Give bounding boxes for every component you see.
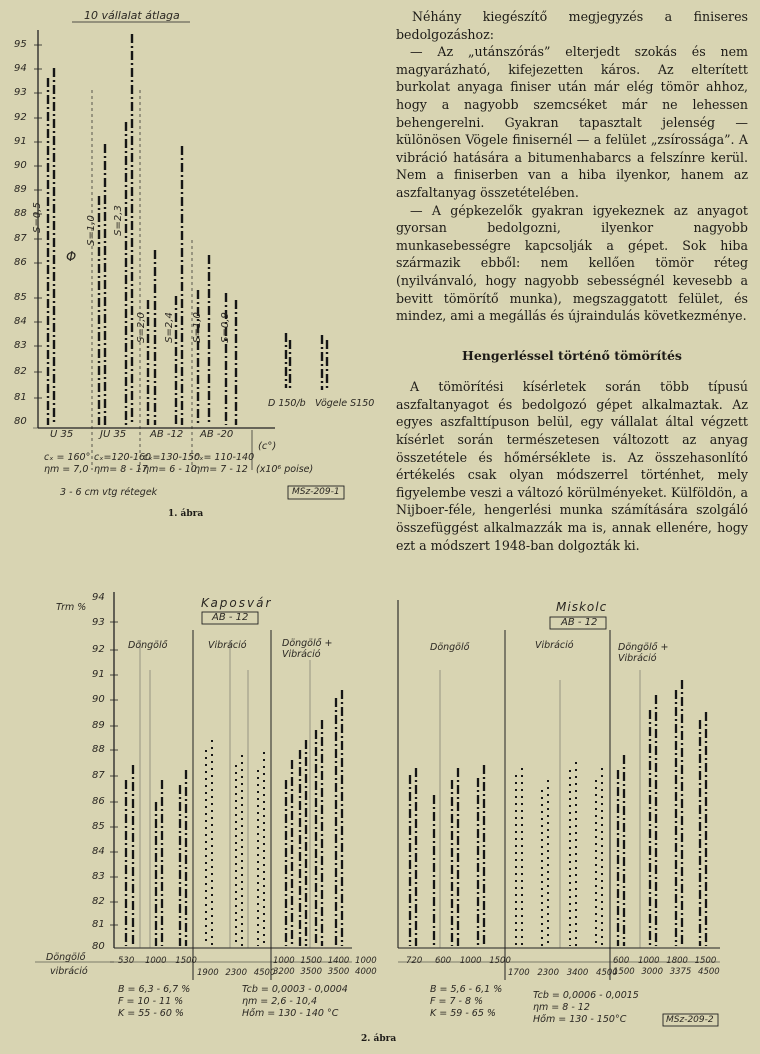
fig1-y-tick: 83 [14,340,27,351]
fig2-right-dongolo-values [406,956,511,966]
fig1-y-tick: 86 [14,257,27,268]
value-cell: 1500 [613,967,635,977]
fig1-group-label: (c°) [258,441,277,452]
fig1-y-tick: 94 [14,63,27,74]
fig1-y-tick: 91 [14,136,27,147]
value-cell: 1000 [637,956,660,966]
fig1-group-label: U 35 [50,429,74,440]
fig2-y-tick: 88 [92,744,105,755]
fig1-group-label: AB -12 [150,429,184,440]
fig1-machine-label: D 150/b [268,398,306,409]
fig1-cond [143,452,200,476]
fig1-cond [194,452,254,476]
fig1-y-tick: 95 [14,39,27,50]
fig1-y-tick: 84 [14,316,27,327]
fig1-machine-label: Vögele S150 [315,398,375,409]
fig1-layers: 3 - 6 cm vtg rétegek [60,487,158,498]
fig2-y-tick: 93 [92,617,105,628]
fig1-s-label: S=1,0 [85,215,97,246]
value-cell: 1500 [489,956,511,966]
note-line: K = 59 - 65 % [430,1008,496,1019]
fig1-cond-unit: (x10⁶ poise) [256,464,314,475]
value-cell: 3375 [669,967,692,977]
fig2-y-tick: 80 [92,941,105,952]
value-cell: 1700 [508,968,530,978]
note-line: K = 55 - 60 % [118,1008,184,1019]
value-cell: 1000 [355,956,377,966]
value-cell: 600 [434,956,452,966]
note-line: Hőm = 130 - 150°C [533,1014,627,1025]
fig2-y-label: Trm % [56,602,87,613]
fig1-s-label: S=0,5 [31,202,43,233]
fig1-cond-temp: cₓ=120-160 [94,452,152,463]
fig2-left-section: Döngölő + Vibráció [282,638,333,660]
figure-1-plot [0,0,390,525]
fig2-y-tick: 81 [92,919,105,930]
value-cell: 2300 [537,968,559,978]
fig1-y-tick: 88 [14,208,27,219]
fig2-left-subtitle: AB - 12 [212,612,249,623]
fig1-y-tick: 90 [14,160,27,171]
fig1-s-label: S=1,0 [191,312,203,343]
paragraph-2: — A gépkezelők gyakran igyekeznek az anyagot gyorsan bedolgozni, ilyenkor nagyobb munkasebességre kapcsolják a gépet. Sok hiba származik ebből: nem kellően tömör réteg (nyilvánvaló, hogy nagyobb sebességnél kevesebb a bevitt tömörítő munka), megszaggatott felület, és mindez, ami a megállás és újraindulás következménye. [396,202,748,324]
fig2-y-tick: 86 [92,796,105,807]
value-cell: 1000 [144,956,167,966]
fig1-y-tick: 81 [14,392,27,403]
note-line: B = 5,6 - 6,1 % [430,984,503,995]
note-line: ηm = 8 - 12 [533,1002,590,1013]
fig2-y-tick: 82 [92,896,105,907]
fig1-caption: 1. ábra [168,509,204,519]
fig2-right-section: Vibráció [535,640,574,651]
fig1-y-tick: 85 [14,292,27,303]
figure-1 [0,0,390,525]
fig1-y-tick: 89 [14,184,27,195]
fig2-left-dongolo-values [118,956,197,966]
fig1-y-tick: 80 [14,416,27,427]
fig1-s-label: S=2,0 [135,312,147,343]
fig2-right-section: Döngölő [430,642,470,653]
value-cell: 3000 [641,967,663,977]
value-cell: 600 [613,956,630,966]
fig2-left-section: Döngölő [128,640,168,651]
article-text [396,8,748,554]
value-cell: 530 [118,956,135,966]
value-cell: 1900 [197,968,219,978]
fig2-left-title: Kaposvár [201,596,273,610]
fig1-group-label: JU 35 [100,429,127,440]
fig2-left-notes2 [242,984,348,1020]
note-line: Hőm = 130 - 140 °C [242,1008,339,1019]
fig1-s-label: S=0,9 [219,312,231,343]
fig1-y-tick: 92 [14,112,27,123]
value-cell: 1000 [459,956,482,966]
fig1-cond [44,452,90,476]
fig2-y-tick: 85 [92,821,105,832]
fig2-y-tick: 89 [92,720,105,731]
fig1-stamp: MSz-209-1 [292,487,340,497]
fig2-right-section: Döngölő + Vibráció [618,642,669,664]
fig2-left-notes [118,984,190,1020]
fig2-left-section: Vibráció [208,640,247,651]
fig2-right-vibracio-values [508,968,618,978]
fig2-y-tick: 87 [92,770,105,781]
value-cell: 1000 [273,956,295,966]
fig2-y-tick: 91 [92,669,105,680]
paragraph-1: — Az „utánszórás” elterjedt szokás és nem magyarázható, kifejezetten káros. Az elterített burkolat anyaga finiser után már elég tömör ahhoz, hogy a nagyobb szemcséket már ne lehessen behengerelni. Gyakran tapasztalt jelenség — különösen Vögele finisernél — a felület „zsírossága”. A vibráció hatására a bitumenhabarcs a felszínre kerül. Nem a finiserben van a hiba ilyenkor, hanem az aszfaltanyag összetételében. [396,44,748,200]
figure-2 [0,580,760,1054]
fig2-right-subtitle: AB - 12 [561,617,598,628]
value-cell: 4500 [596,968,618,978]
intro-paragraph: Néhány kiegészítő megjegyzés a finiseres bedolgozáshoz: [396,9,748,42]
value-cell: 4500 [698,967,720,977]
value-cell: 3500 [300,967,322,977]
fig1-cond-visc: ηm= 7 - 12 [194,464,248,475]
fig2-stamp: MSz-209-2 [666,1015,714,1025]
value-cell: 1500 [175,956,197,966]
fig2-row-label: Döngölő [46,952,86,963]
value-cell: 1500 [694,956,717,966]
fig2-right-title: Miskolc [556,600,608,614]
value-cell: 2300 [225,968,247,978]
value-cell: 720 [406,956,423,966]
fig2-y-tick: 84 [92,846,105,857]
paragraph-3: A tömörítési kísérletek során több típusú aszfaltanyagot és bedolgozó gépet alkalmaztak. Az egyes aszfalttípuson belül, egy vállalat által végzett kísérlet során természetesen változott az anyag összetétele és hőmérséklete is. Az összehasonlító értékelés csak olyan módszerrel történhet, mely figyelembe veszi a változó körülményeket. Külföldön, a Nijboer-féle, hengerlési munka számítására szolgáló összefüggést alkalmazzák ma is, annak ellenére, hogy ezt a módszert 1948-ban dolgozták ki. [396,379,748,553]
fig1-top-label: 10 vállalat átlaga [84,9,180,22]
fig2-row-label: vibráció [50,966,88,977]
fig1-group-label: AB -20 [200,429,234,440]
note-line: F = 7 - 8 % [430,996,484,1007]
value-cell: 3500 [327,967,350,977]
fig2-right-notes2 [533,990,639,1026]
value-cell: 3400 [566,968,589,978]
fig1-s-label: S=2,3 [112,205,124,236]
section-heading: Hengerléssel történő tömörítés [462,347,682,363]
value-cell: 1800 [666,956,688,966]
fig2-caption: 2. ábra [361,1034,397,1044]
fig2-left-vibracio-values [197,968,275,978]
fig1-y-tick: 82 [14,366,27,377]
value-cell: 1500 [300,956,322,966]
note-line: ηm = 2,6 - 10,4 [242,996,318,1007]
fig2-y-tick: 92 [92,644,105,655]
note-line: Tcb = 0,0006 - 0,0015 [533,990,639,1001]
note-line: F = 10 - 11 % [118,996,184,1007]
fig1-cond-temp: cₓ= 110-140 [194,452,255,463]
fig2-right-combo-values [613,956,720,978]
fig1-cond-visc: ηm= 8 - 17 [94,464,148,475]
fig1-phi-symbol: Φ [66,250,77,265]
note-line: B = 6,3 - 6,7 % [118,984,191,995]
fig2-y-tick: 83 [92,871,105,882]
fig1-cond-temp: cₓ = 160° [44,452,91,463]
fig2-left-combo-values [273,956,377,978]
value-cell: 1400 [327,956,350,966]
value-cell: 3200 [273,967,295,977]
value-cell: 4000 [355,967,377,977]
value-cell: 4500 [253,968,276,978]
fig1-cond-visc: ηm = 7,0 [44,464,89,475]
fig2-y-tick: 90 [92,694,105,705]
fig1-cond-visc: ηm= 6 - 10 [143,464,197,475]
fig1-y-tick: 93 [14,87,27,98]
fig1-s-label: S=2,4 [163,312,175,343]
fig2-y-tick: 94 [92,592,105,603]
note-line: Tcb = 0,0003 - 0,0004 [242,984,348,995]
fig1-y-tick: 87 [14,233,27,244]
fig1-cond-temp: cₓ=130-150 [143,452,201,463]
fig2-right-notes [430,984,502,1020]
